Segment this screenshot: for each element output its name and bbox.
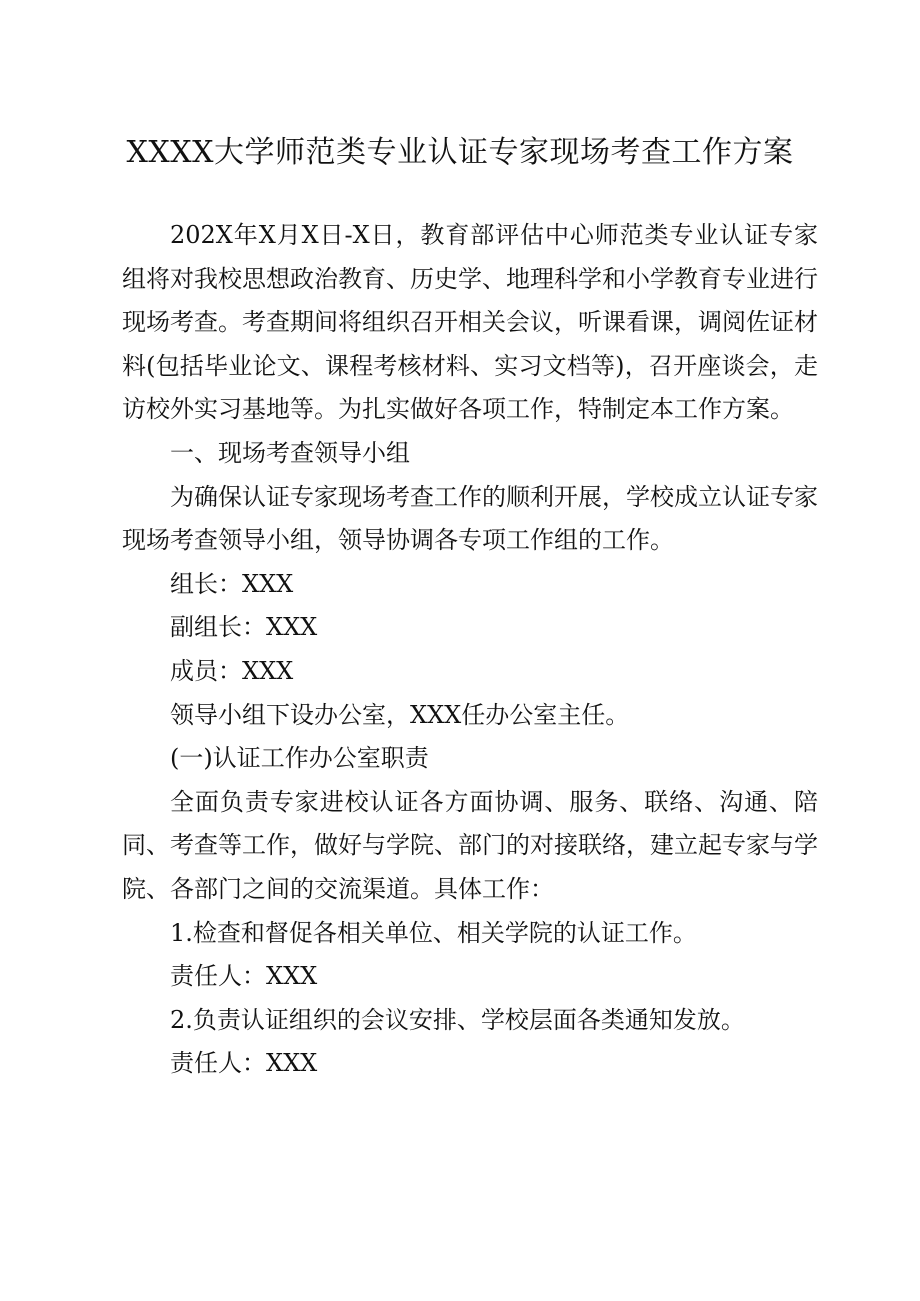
duty-item-1-responsible: 责任人：XXX	[170, 962, 318, 991]
leadership-group-paragraph: 为确保认证专家现场考查工作的顺利开展，学校成立认证专家现场考查领导小组，领导协调各专项工作组的工作。	[122, 482, 818, 555]
members-line: 成员：XXX	[170, 656, 294, 685]
document-body	[122, 214, 818, 1086]
duty-item-2-responsible: 责任人：XXX	[170, 1049, 318, 1078]
intro-paragraph: 202X年X月X日-X日，教育部评估中心师范类专业认证专家组将对我校思想政治教育、历史学、地理科学和小学教育专业进行现场考查。考查期间将组织召开相关会议，听课看课，调阅佐证材料(包括毕业论文、课程考核材料、实习文档等)，召开座谈会，走访校外实习基地等。为扎实做好各项工作，特制定本工作方案。	[122, 221, 818, 424]
document-title: XXXX大学师范类专业认证专家现场考查工作方案	[126, 135, 794, 170]
group-leader-line: 组长：XXX	[170, 569, 294, 598]
deputy-leader-line: 副组长：XXX	[170, 613, 318, 642]
office-duties-paragraph: 全面负责专家进校认证各方面协调、服务、联络、沟通、陪同、考查等工作，做好与学院、部门的对接联络，建立起专家与学院、各部门之间的交流渠道。具体工作：	[122, 787, 818, 903]
duty-item-2: 2.负责认证组织的会议安排、学校层面各类通知发放。	[170, 1005, 745, 1034]
duty-item-1: 1.检查和督促各相关单位、相关学院的认证工作。	[170, 918, 697, 947]
subsection-heading-office-duties: (一)认证工作办公室职责	[170, 744, 429, 773]
section-heading-leadership-group: 一、现场考查领导小组	[170, 438, 410, 467]
office-director-line: 领导小组下设办公室，XXX任办公室主任。	[170, 700, 630, 729]
